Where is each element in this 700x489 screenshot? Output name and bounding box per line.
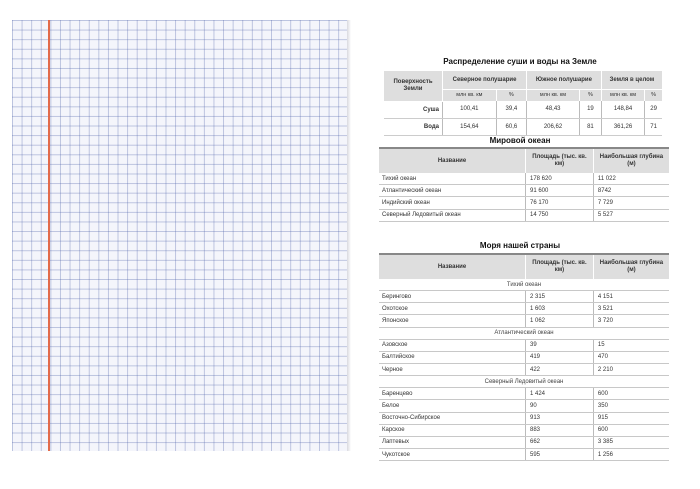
sea-depth: 470 (593, 351, 669, 363)
header-name: Название (379, 254, 526, 279)
ocean-depth: 8742 (593, 185, 669, 197)
sea-area: 662 (526, 436, 594, 448)
sea-depth: 15 (593, 339, 669, 351)
subheader: % (645, 90, 662, 102)
sea-area: 1 062 (526, 315, 594, 327)
table-row (379, 388, 669, 400)
ocean-name: Тихий океан (379, 173, 526, 185)
world-ocean-table (379, 147, 669, 222)
sea-name: Черное (379, 363, 526, 375)
seas-title: Моря нашей страны (479, 241, 561, 250)
table-row (379, 315, 669, 327)
section-title: Атлантический океан (379, 327, 669, 339)
sea-name: Карское (379, 424, 526, 436)
sea-depth: 600 (593, 424, 669, 436)
notebook-spine (347, 20, 351, 451)
subheader: % (579, 90, 601, 102)
header-name: Название (379, 148, 526, 173)
table-row (379, 185, 669, 197)
table-row (379, 197, 669, 209)
sea-name: Балтийское (379, 351, 526, 363)
sea-depth: 600 (593, 388, 669, 400)
sea-depth: 915 (593, 412, 669, 424)
cell: 48,43 (527, 101, 580, 118)
table-row (379, 400, 669, 412)
sea-name: Восточно-Сибирское (379, 412, 526, 424)
cell: 19 (579, 101, 601, 118)
table-row (379, 436, 669, 448)
section-row (379, 279, 669, 291)
ocean-depth: 11 022 (593, 173, 669, 185)
ocean-depth: 5 527 (593, 209, 669, 221)
ocean-depth: 7 729 (593, 197, 669, 209)
grid-page (12, 20, 347, 451)
sea-area: 39 (526, 339, 594, 351)
sea-area: 1 424 (526, 388, 594, 400)
table-row (379, 412, 669, 424)
sea-area: 595 (526, 449, 594, 461)
land-water-title: Распределение суши и воды на Земле (443, 57, 597, 66)
cell: 71 (645, 118, 662, 135)
table-row (379, 351, 669, 363)
sea-name: Охотское (379, 303, 526, 315)
sea-name: Чукотское (379, 449, 526, 461)
cell: 154,64 (443, 118, 497, 135)
sea-area: 419 (526, 351, 594, 363)
subheader: % (496, 90, 526, 102)
sea-name: Азовское (379, 339, 526, 351)
cell: 100,41 (443, 101, 497, 118)
sea-area: 422 (526, 363, 594, 375)
row-label: Вода (384, 118, 443, 135)
sea-name: Японское (379, 315, 526, 327)
header-total: Земля в целом (601, 71, 662, 90)
cell: 148,84 (601, 101, 644, 118)
row-label: Суша (384, 101, 443, 118)
table-row (379, 291, 669, 303)
sea-area: 883 (526, 424, 594, 436)
section-row (379, 327, 669, 339)
sea-name: Баренцево (379, 388, 526, 400)
ocean-area: 76 170 (526, 197, 594, 209)
sea-area: 913 (526, 412, 594, 424)
table-row (379, 209, 669, 221)
sea-depth: 3 720 (593, 315, 669, 327)
section-title: Северный Ледовитый океан (379, 376, 669, 388)
table-row (384, 101, 662, 118)
ocean-name: Северный Ледовитый океан (379, 209, 526, 221)
header-depth: Наибольшая глубина (м) (593, 148, 669, 173)
cell: 81 (579, 118, 601, 135)
ocean-area: 91 600 (526, 185, 594, 197)
cell: 29 (645, 101, 662, 118)
ocean-area: 14 750 (526, 209, 594, 221)
subheader: млн кв. км (527, 90, 580, 102)
sea-depth: 3 521 (593, 303, 669, 315)
cell: 60,6 (496, 118, 526, 135)
header-surface: Поверхность Земли (384, 71, 443, 101)
sea-name: Белое (379, 400, 526, 412)
table-row (379, 339, 669, 351)
table-row (379, 173, 669, 185)
table-row (379, 303, 669, 315)
sea-depth: 1 256 (593, 449, 669, 461)
header-depth: Наибольшая глубина (м) (593, 254, 669, 279)
cell: 39,4 (496, 101, 526, 118)
header-area: Площадь (тыс. кв. км) (526, 254, 594, 279)
cell: 206,62 (527, 118, 580, 135)
table-row (384, 118, 662, 135)
sea-name: Лаптевых (379, 436, 526, 448)
margin-line (48, 20, 50, 451)
header-north: Северное полушарие (443, 71, 527, 90)
header-area: Площадь (тыс. кв. км) (526, 148, 594, 173)
sea-depth: 4 151 (593, 291, 669, 303)
reference-page (352, 20, 688, 458)
sea-area: 1 603 (526, 303, 594, 315)
section-row (379, 376, 669, 388)
header-south: Южное полушарие (527, 71, 602, 90)
subheader: млн кв. км (601, 90, 644, 102)
sea-area: 2 315 (526, 291, 594, 303)
sea-name: Берингово (379, 291, 526, 303)
seas-table (379, 253, 669, 461)
sea-depth: 350 (593, 400, 669, 412)
section-title: Тихий океан (379, 279, 669, 291)
world-ocean-title: Мировой океан (489, 136, 551, 145)
land-water-table (384, 71, 662, 136)
ocean-name: Атлантический океан (379, 185, 526, 197)
sea-depth: 3 385 (593, 436, 669, 448)
cell: 361,26 (601, 118, 644, 135)
ocean-area: 178 620 (526, 173, 594, 185)
table-row (379, 449, 669, 461)
sea-depth: 2 210 (593, 363, 669, 375)
ocean-name: Индийский океан (379, 197, 526, 209)
table-row (379, 363, 669, 375)
table-row (379, 424, 669, 436)
sea-area: 90 (526, 400, 594, 412)
subheader: млн кв. км (443, 90, 497, 102)
